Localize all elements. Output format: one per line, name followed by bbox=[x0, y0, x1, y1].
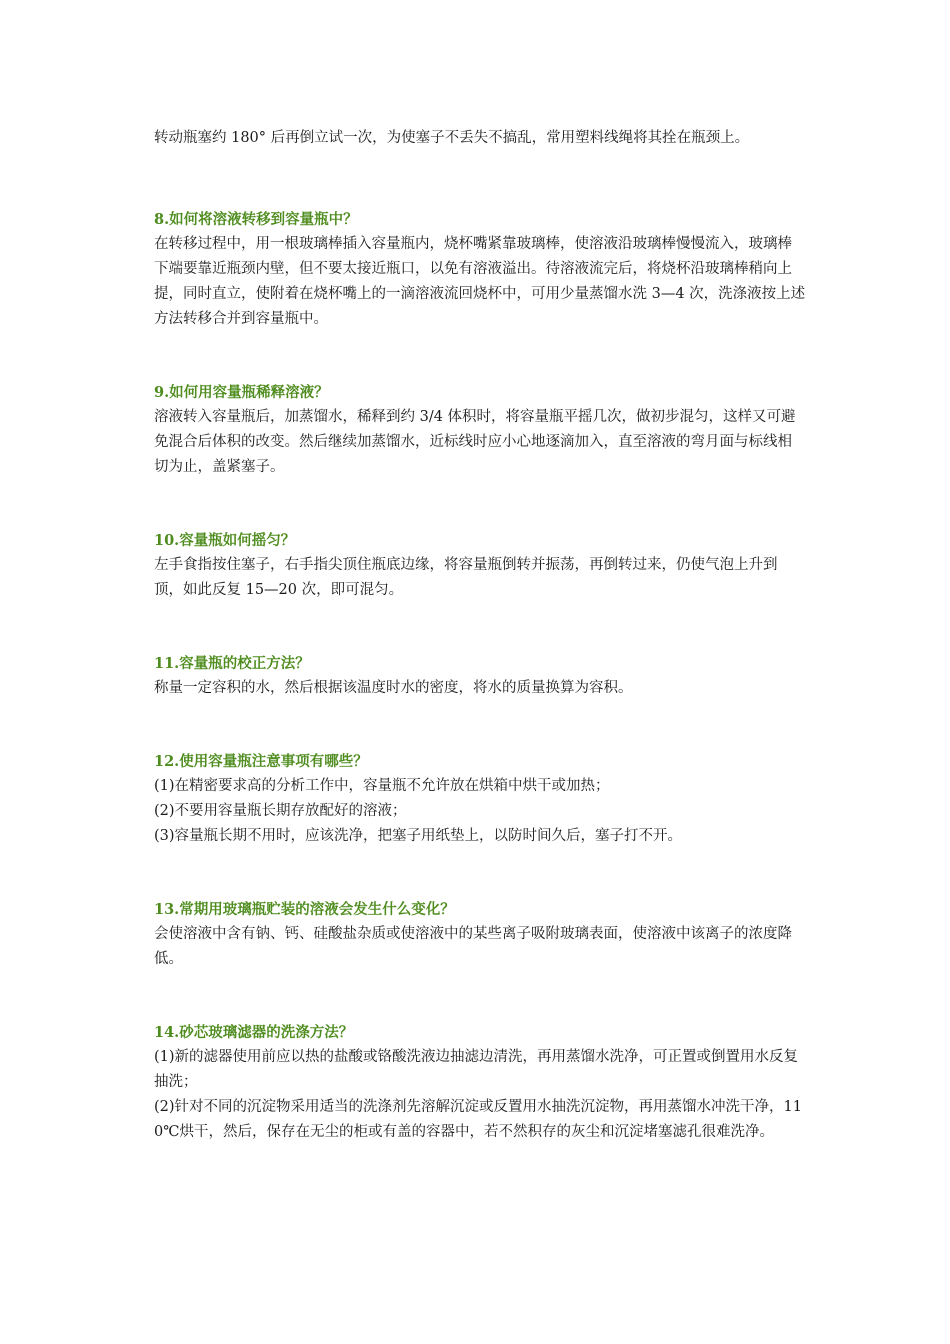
section-paragraph: 称量一定容积的水，然后根据该温度时水的密度，将水的质量换算为容积。 bbox=[154, 680, 633, 696]
section-8 bbox=[154, 207, 806, 332]
list-item: (1)新的滤器使用前应以热的盐酸或铬酸洗液边抽滤边清洗，再用蒸馏水洗净，可正置或倒置用水反复抽洗； bbox=[154, 1049, 799, 1090]
list-item: (3)容量瓶长期不用时，应该洗净，把塞子用纸垫上，以防时间久后，塞子打不开。 bbox=[154, 828, 683, 844]
section-heading: 10.容量瓶如何摇匀？ bbox=[154, 532, 296, 549]
list-item: (2)不要用容量瓶长期存放配好的溶液； bbox=[154, 803, 407, 819]
list-item: (1)在精密要求高的分析工作中，容量瓶不允许放在烘箱中烘干或加热； bbox=[154, 778, 610, 794]
section-heading: 11.容量瓶的校正方法？ bbox=[154, 655, 310, 672]
list-item: (2)针对不同的沉淀物采用适当的洗涤剂先溶解沉淀或反置用水抽洗沉淀物，再用蒸馏水冲洗干净，110℃烘干，然后，保存在无尘的柜或有盖的容器中，若不然积存的灰尘和沉淀堵塞滤孔很难洗净。 bbox=[154, 1099, 802, 1140]
section-14 bbox=[154, 1020, 806, 1145]
section-paragraph: 在转移过程中，用一根玻璃棒插入容量瓶内，烧杯嘴紧靠玻璃棒，使溶液沿玻璃棒慢慢流入，玻璃棒下端要靠近瓶颈内壁，但不要太接近瓶口，以免有溶液溢出。待溶液流完后，将烧杯沿玻璃棒稍向上提，同时直立，使附着在烧杯嘴上的一滴溶液流回烧杯中，可用少量蒸馏水洗 3—4 次，洗涤液按上述方法转移合并到容量瓶中。 bbox=[154, 236, 806, 327]
section-12 bbox=[154, 749, 806, 849]
section-heading: 14.砂芯玻璃滤器的洗涤方法？ bbox=[154, 1024, 354, 1041]
section-heading: 12.使用容量瓶注意事项有哪些？ bbox=[154, 753, 368, 770]
section-11 bbox=[154, 651, 806, 701]
section-10 bbox=[154, 528, 806, 603]
section-heading: 13.常期用玻璃瓶贮装的溶液会发生什么变化？ bbox=[154, 901, 455, 918]
section-paragraph: 会使溶液中含有钠、钙、硅酸盐杂质或使溶液中的某些离子吸附玻璃表面，使溶液中该离子的浓度降低。 bbox=[154, 926, 792, 967]
section-13 bbox=[154, 897, 806, 972]
section-heading: 9.如何用容量瓶稀释溶液？ bbox=[154, 384, 329, 401]
section-heading: 8.如何将溶液转移到容量瓶中？ bbox=[154, 211, 358, 228]
section-paragraph: 左手食指按住塞子，右手指尖顶住瓶底边缘，将容量瓶倒转并振荡，再倒转过来，仍使气泡上升到顶，如此反复 15—20 次，即可混匀。 bbox=[154, 557, 778, 598]
section-9 bbox=[154, 380, 806, 480]
document-page bbox=[154, 126, 806, 1145]
intro-paragraph: 转动瓶塞约 180° 后再倒立试一次，为使塞子不丢失不搞乱，常用塑料线绳将其拴在瓶颈上。 bbox=[154, 130, 750, 146]
section-paragraph: 溶液转入容量瓶后，加蒸馏水，稀释到约 3/4 体积时，将容量瓶平摇几次，做初步混匀，这样又可避免混合后体积的改变。然后继续加蒸馏水，近标线时应小心地逐滴加入，直至溶液的弯月面与标线相切为止，盖紧塞子。 bbox=[154, 409, 796, 475]
